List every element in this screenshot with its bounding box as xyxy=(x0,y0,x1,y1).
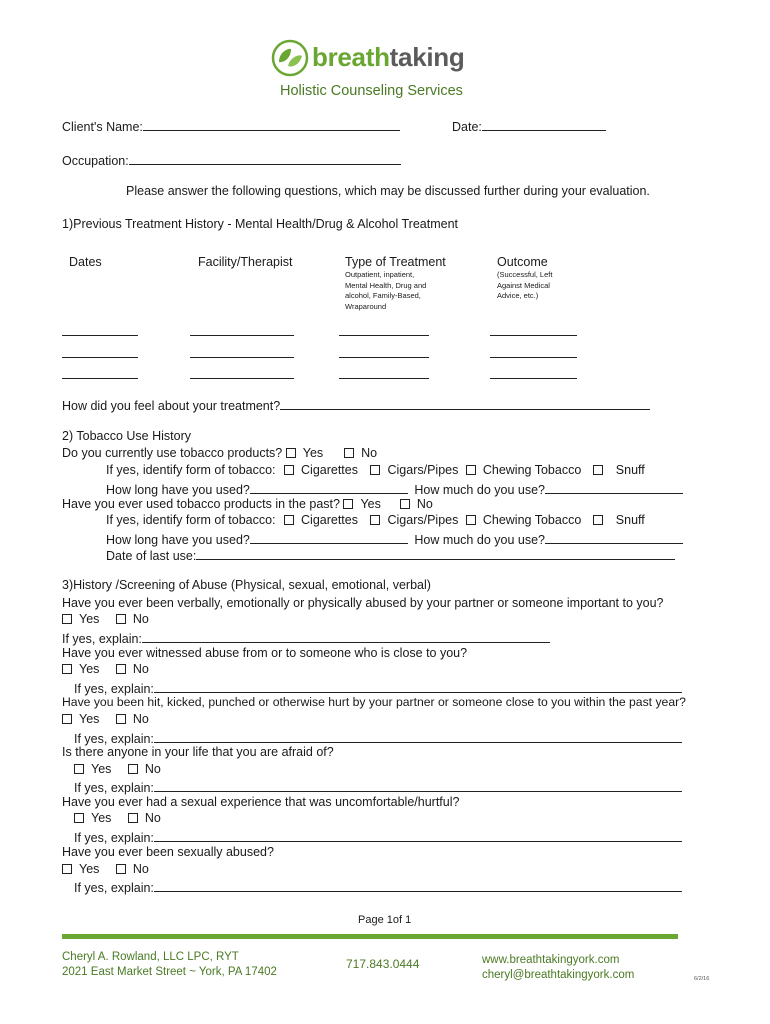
checkbox-current-no[interactable] xyxy=(344,448,354,458)
checkbox-q2-yes[interactable] xyxy=(62,664,72,674)
date-label: Date: xyxy=(452,120,482,134)
col-outcome: Outcome xyxy=(497,255,548,269)
checkbox-cigarettes[interactable] xyxy=(284,465,294,475)
answer-row-6: Yes No xyxy=(62,862,149,876)
website-link[interactable]: www.breathtakingyork.com xyxy=(482,954,620,966)
revision-date: 6/2/16 xyxy=(694,976,710,982)
current-tobacco-question: Do you currently use tobacco products? Yes No xyxy=(62,446,378,460)
section1-title: 1)Previous Treatment History - Mental Health/Drug & Alcohol Treatment xyxy=(62,217,458,231)
answer-row-4: Yes No xyxy=(74,762,161,776)
page-number: Page 1of 1 xyxy=(358,914,412,926)
explain-field-1[interactable]: If yes, explain: xyxy=(62,629,550,646)
explain-field-3[interactable]: If yes, explain: xyxy=(74,729,682,746)
abuse-question-4: Is there anyone in your life that you are afraid of? xyxy=(62,745,334,759)
date-field[interactable] xyxy=(452,117,606,134)
brand-tagline: Holistic Counseling Services xyxy=(280,83,463,99)
section2-title: 2) Tobacco Use History xyxy=(62,429,191,443)
checkbox-q2-no[interactable] xyxy=(116,664,126,674)
checkbox-q4-no[interactable] xyxy=(128,764,138,774)
checkbox-snuff[interactable] xyxy=(593,515,603,525)
col-dates: Dates xyxy=(69,255,102,269)
checkbox-q3-no[interactable] xyxy=(116,714,126,724)
checkbox-q5-yes[interactable] xyxy=(74,813,84,823)
checkbox-q3-yes[interactable] xyxy=(62,714,72,724)
explain-field-5[interactable]: If yes, explain: xyxy=(74,828,682,845)
checkbox-cigars[interactable] xyxy=(370,465,380,475)
brand-name-part1: breath xyxy=(312,42,390,72)
explain-field-6[interactable]: If yes, explain: xyxy=(74,878,682,895)
tobacco-form-row-past: If yes, identify form of tobacco: Cigarettes Cigars/Pipes Chewing Tobacco Snuff xyxy=(106,513,645,527)
how-long-field-past[interactable]: How long have you used? How much do you use? xyxy=(106,530,683,547)
feel-question: How did you feel about your treatment? xyxy=(62,399,281,413)
instructions: Please answer the following questions, which may be discussed further during your evaluation. xyxy=(126,184,650,198)
contact-phone: 717.843.0444 xyxy=(346,957,420,971)
outcome-note: (Successful, Left Against Medical Advice, etc.) xyxy=(497,270,553,300)
explain-field-4[interactable]: If yes, explain: xyxy=(74,778,682,795)
checkbox-snuff[interactable] xyxy=(593,465,603,475)
tobacco-form-row-current: If yes, identify form of tobacco: Cigarettes Cigars/Pipes Chewing Tobacco Snuff xyxy=(106,463,645,477)
checkbox-chewing[interactable] xyxy=(466,515,476,525)
answer-row-5: Yes No xyxy=(74,811,161,825)
checkbox-q4-yes[interactable] xyxy=(74,764,84,774)
client-name-label: Client's Name: xyxy=(62,120,143,134)
answer-row-2: Yes No xyxy=(62,662,149,676)
how-long-field-current[interactable]: How long have you used? How much do you use? xyxy=(106,480,683,497)
col-type: Type of Treatment xyxy=(345,255,446,269)
answer-row-3: Yes No xyxy=(62,712,149,726)
explain-field-2[interactable]: If yes, explain: xyxy=(74,679,682,696)
section3-title: 3)History /Screening of Abuse (Physical, sexual, emotional, verbal) xyxy=(62,578,431,592)
checkbox-cigars[interactable] xyxy=(370,515,380,525)
answer-row-1: Yes No xyxy=(62,612,149,626)
email-link[interactable]: cheryl@breathtakingyork.com xyxy=(482,969,635,981)
checkbox-q6-no[interactable] xyxy=(116,864,126,874)
checkbox-cigarettes[interactable] xyxy=(284,515,294,525)
checkbox-q5-no[interactable] xyxy=(128,813,138,823)
checkbox-q6-yes[interactable] xyxy=(62,864,72,874)
occupation-field[interactable] xyxy=(62,151,401,168)
occupation-label: Occupation: xyxy=(62,154,129,168)
checkbox-q1-yes[interactable] xyxy=(62,614,72,624)
col-facility: Facility/Therapist xyxy=(198,255,293,269)
feel-about-treatment-field[interactable] xyxy=(62,396,650,413)
contact-address: 2021 East Market Street ~ York, PA 17402 xyxy=(62,966,277,978)
checkbox-q1-no[interactable] xyxy=(116,614,126,624)
brand-name-part2: taking xyxy=(389,42,465,72)
contact-name: Cheryl A. Rowland, LLC LPC, RYT xyxy=(62,951,239,963)
checkbox-past-yes[interactable] xyxy=(343,499,353,509)
footer-divider xyxy=(62,934,678,939)
abuse-question-5: Have you ever had a sexual experience that was uncomfortable/hurtful? xyxy=(62,795,460,809)
past-tobacco-question: Have you ever used tobacco products in the past? Yes No xyxy=(62,497,433,511)
abuse-question-1: Have you ever been verbally, emotionally or physically abused by your partner or someone important to you? xyxy=(62,596,664,610)
checkbox-current-yes[interactable] xyxy=(286,448,296,458)
type-note: Outpatient, inpatient, Mental Health, Drug and alcohol, Family-Based, Wraparound xyxy=(345,270,427,311)
abuse-question-3: Have you been hit, kicked, punched or otherwise hurt by your partner or someone close to you within the past year? xyxy=(62,695,686,709)
checkbox-past-no[interactable] xyxy=(400,499,410,509)
abuse-question-6: Have you ever been sexually abused? xyxy=(62,845,274,859)
last-use-field[interactable]: Date of last use: xyxy=(106,546,675,563)
checkbox-chewing[interactable] xyxy=(466,465,476,475)
client-name-field[interactable] xyxy=(62,117,400,134)
leaf-logo-icon xyxy=(270,38,310,78)
abuse-question-2: Have you ever witnessed abuse from or to someone who is close to you? xyxy=(62,646,468,660)
